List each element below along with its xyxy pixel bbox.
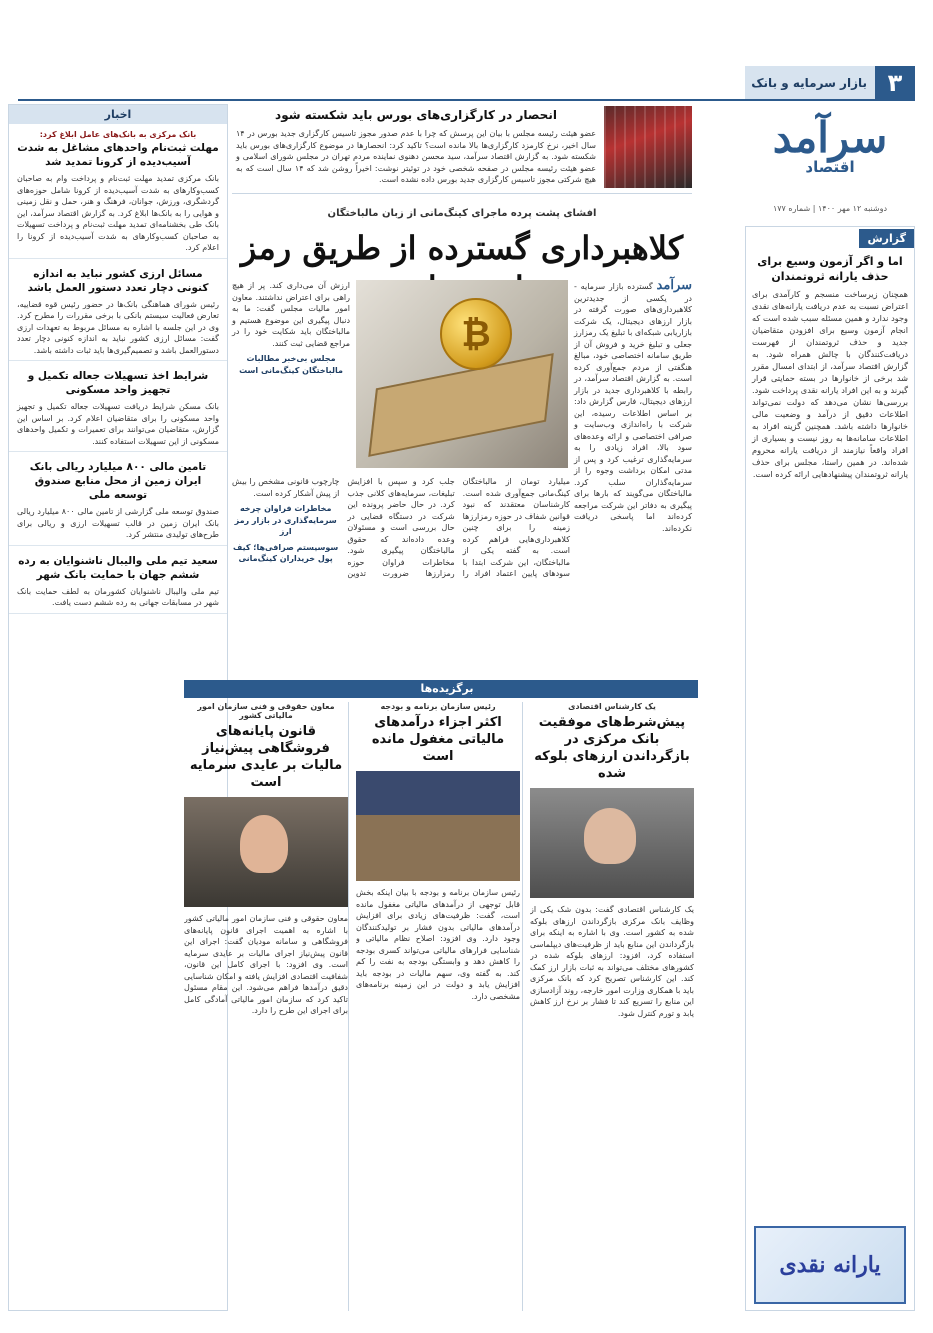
lead-article	[232, 280, 692, 650]
pull-quote: مخاطرات فراوان چرخه سرمایه‌گذاری در بازار رمز ارز	[234, 504, 337, 536]
pull-quote: مجلس بی‌خبر مطالبات مالباختگان کینگ‌مانی است	[239, 354, 343, 375]
news-item[interactable]	[9, 124, 227, 259]
highlight-title: پیش‌شرط‌های موفقیت بانک مرکزی در بازگرداندن ارزهای بلوکه شده	[534, 715, 690, 781]
lead-column-2	[232, 280, 350, 468]
news-title: سعید تیم ملی والیبال ناشنوایان به رده ششم جهان با حمایت بانک شهر	[18, 554, 218, 581]
news-title: مسائل ارزی کشور نباید به اندازه کنونی دچار تعدد دستور العمل باشد	[27, 267, 209, 294]
news-body: بانک مسکن شرایط دریافت تسهیلات جعاله تکمیل و تجهیز واحد مسکونی را برای متقاضیان اعلام کرد. بر اساس این گزارش، متقاضیان می‌توانند برای تعمیرات و تکمیل واحدهای مسکونی از این تسهیلات استفاده کنند.	[17, 402, 219, 446]
news-item[interactable]	[9, 452, 227, 546]
stock-market-photo	[604, 106, 692, 188]
column-divider	[348, 702, 349, 1311]
pull-quote: سوسیستم صرافی‌ها؛ کیف پول خریداران کینگ‌مانی	[233, 542, 339, 563]
brand-subtitle: اقتصاد	[805, 158, 855, 176]
highlight-title: قانون پایانه‌های فروشگاهی پیش‌نیاز مالیات بر عایدی سرمایه است	[189, 724, 343, 790]
lead-column-3	[232, 476, 570, 650]
highlight-kicker: رئیس سازمان برنامه و بودجه	[380, 702, 496, 711]
highlight-article[interactable]	[184, 702, 348, 1311]
report-column	[745, 226, 915, 1311]
news-title: مهلت ثبت‌نام واحدهای مشاغل به شدت آسیب‌دیده از کرونا تمدید شد	[17, 142, 219, 168]
news-body: رئیس شورای هماهنگی بانک‌ها در حضور رئیس قوه قضاییه، تعارض فعالیت سیستم بانکی با برخی مقررات را مطرح کرد. وی در این جلسه با اشاره به مسائل مربوط به تعهدات ارزی گفت: مسائل ارزی کشور نباید به اندازه کنونی دچار تعدد دستورالعمل باشد و تصمیم‌گیری‌ها باید ثبات داشته باشد.	[17, 299, 219, 355]
header-rule	[18, 99, 915, 101]
news-body: بانک مرکزی تمدید مهلت ثبت‌نام و پرداخت وام به صاحبان کسب‌وکارهای به شدت آسیب‌دیده از کرونا شامل حوزه‌های گردشگری، ورزش، جوانان، فرهنگ و هنر، حمل و نقل زمینی و هوایی را به بانک‌ها ابلاغ کرد. به گزارش اقتصاد سرآمد، این بانک طی بخشنامه‌ای تمدید مهلت ثبت‌نام و پرداخت تسهیلات به صاحبان کسب‌وکارهای به شدت آسیب‌دیده از کرونا را اعلام کرد.	[17, 174, 219, 252]
bitcoin-trap-photo	[356, 280, 568, 468]
brand-logo-icon: سرآمد	[656, 278, 693, 293]
lead-headline[interactable]: کلاهبرداری گسترده از طریق رمز	[240, 229, 684, 267]
page-number: ۳	[875, 66, 915, 100]
news-item[interactable]	[9, 546, 227, 614]
portrait-photo	[184, 797, 348, 907]
highlight-kicker: معاون حقوقی و فنی سازمان امور مالیاتی کشور	[197, 702, 335, 720]
highlight-body: رئیس سازمان برنامه و بودجه با بیان اینکه بخش قابل توجهی از درآمدهای مالیاتی مغفول مانده است، گفت: ظرفیت‌های زیادی برای افزایش درآمدهای مالیاتی بدون فشار بر تولیدکنندگان وجود دارد. وی افزود: اصلاح نظام مالیاتی و شناسایی فرارهای مالیاتی می‌تواند کسری بودجه را کاهش دهد و وابستگی بودجه به نفت را کم کند. به گفته وی، سهم مالیات در بودجه باید افزایش یابد و دولت در این زمینه برنامه‌های مشخصی دارد.	[356, 888, 520, 1001]
news-title: شرایط اخذ تسهیلات جعاله تکمیل و تجهیز واحد مسکونی	[27, 370, 209, 396]
subsidy-label: یارانه نقدی	[779, 1252, 881, 1278]
news-kicker: بانک مرکزی به بانک‌های عامل ابلاغ کرد:	[39, 130, 197, 139]
news-body: تیم ملی والیبال ناشنوایان کشورمان به لطف حمایت بانک شهر در مسابقات جهانی به رده ششم دست یافت.	[17, 586, 219, 607]
top-story-title: انحصار در کارگزاری‌های بورس باید شکسته شود	[275, 108, 557, 122]
section-name: بازار سرمایه و بانک	[745, 66, 875, 100]
top-story[interactable]	[232, 104, 692, 194]
report-body: همچنان زیرساخت منسجم و کارآمدی برای اعتراض نسبت به عدم دریافت یارانه‌های نقدی وجود ندارد و همین مسئله سبب شده است که انجام آزمون وسیع برای افزودن متقاضیان جدید و حذف ثروتمندان از فهرست دریافت‌کنندگان با چالش همراه شود. به گزارش اقتصاد سرآمد، از ابتدای امسال مقرر شد برخی از خانوارها در بسته حمایتی قرار گیرند و به این افراد یارانه نقدی پرداخت شود. بررسی‌ها نشان می‌دهد که دولت نمی‌تواند اطلاعات دقیق از درآمد و وضعیت مالی خانوارها داشته باشد. همچنین گزینه افراد به اطلاعات سامانه‌ها به روز نیست و بسیاری از افراد واقعاً نیازمند از دریافت یارانه محروم شده‌اند. در همین راستا، مجلس برای حذف یارانه ثروتمندان پیشنهادهایی ارائه کرده است.	[752, 289, 908, 479]
top-story-body: عضو هیئت رئیسه مجلس با بیان این پرسش که چرا با عدم صدور مجوز تاسیس کارگزاری جدید بورس در ۱۴ سال اخیر، نرخ کارمزد کارگزاری‌ها بالا مانده است؟ تاکید کرد: انحصارها در موضوع کارگزاری‌های بورس باید شکسته شود. به گزارش اقتصاد سرآمد، سید محسن دهنوی نماینده مردم تهران در مجلس شورای اسلامی و عضو هیئت رئیسه مجلس در صفحه شخصی خود در توئیتر نوشت: اخیراً روشن شد که ۱۴ سال است که به هیچ شرکتی مجوز تاسیس کارگزاری جدید بورس داده نشده است.	[236, 129, 596, 184]
lead-column-1	[574, 280, 692, 650]
news-tab: اخبار	[9, 105, 227, 124]
highlight-kicker: یک کارشناس اقتصادی	[568, 702, 656, 711]
report-title: اما و اگر آزمون وسیع برای حذف یارانه ثروتمندان	[757, 255, 903, 283]
highlight-body: یک کارشناس اقتصادی گفت: بدون شک یکی از وظایف بانک مرکزی بازگرداندن ارزهای بلوکه شده به کشور است. وی با اشاره به اینکه برای بازگرداندن این منابع باید از ظرفیت‌های دیپلماسی استفاده کرد، افزود: ارزهای بلوکه شده در کشورهای مختلف می‌تواند به ثبات بازار ارز کمک کند. این کارشناس تصریح کرد که بانک مرکزی باید با همکاری وزارت امور خارجه، روند آزادسازی این منابع را تسریع کند تا فشار بر نرخ ارز کاهش یابد و تورم کنترل شود.	[530, 905, 694, 1018]
lead-text-1: گسترده بازار سرمایه - در یکسی از جدیدترین کلاهبرداری‌های صورت گرفته در بازار ارزهای دیجیتال، یک شرکت بازاریابی شبکه‌ای با تبلیغ یک رمزارز جعلی و تبلیغ خرید و فروش آن از طریق سامانه اختصاصی خود، مبالغ هنگفتی از مردم جمع‌آوری کرده است. به گزارش اقتصاد سرآمد، در رابطه با کلاهبرداری جدید در بازار ارزهای دیجیتال، فارس گزارش داد: بر اساس اطلاعات رسیده، این شرکت با راه‌اندازی وب‌سایت و صرافی اختصاصی و ارائه وعده‌های سود بالا، افراد زیادی را به سرمایه‌گذاری ترغیب کرد و پس از مدتی امکان برداشت وجوه را از سرمایه‌گذاران سلب کرد. مالباختگان می‌گویند که بارها برای پیگیری به دفاتر این شرکت مراجعه کرده‌اند اما پاسخی دریافت نکرده‌اند.	[574, 282, 692, 533]
issue-info: دوشنبه ۱۲ مهر ۱۴۰۰ | شماره ۱۷۷	[772, 204, 888, 213]
column-divider	[522, 702, 523, 1311]
news-title: تامین مالی ۸۰۰ میلیارد ریالی بانک ایران زمین از محل منابع صندوق توسعه ملی	[29, 461, 207, 501]
portrait-photo	[530, 788, 694, 898]
page-header	[745, 66, 915, 100]
highlight-body: معاون حقوقی و فنی سازمان امور مالیاتی کشور با اشاره به اهمیت اجرای قانون پایانه‌های فروشگاهی و سامانه مودیان گفت: اجرای این قانون پیش‌نیاز اجرای مالیات بر عایدی سرمایه است. وی افزود: با اجرای کامل این قانون، شفافیت اقتصادی افزایش یافته و امکان شناسایی دقیق درآمدها فراهم می‌شود. این مقام مسئول تاکید کرد که سازمان امور مالیاتی آمادگی کامل برای اجرای این طرح را دارد.	[184, 914, 348, 1015]
highlight-article[interactable]	[530, 702, 694, 1311]
meeting-photo	[356, 771, 520, 881]
highlight-title: اکثر اجزاء درآمدهای مالیاتی مغفول مانده است	[371, 715, 505, 764]
brand-name: سرآمد	[772, 113, 888, 162]
news-body: صندوق توسعه ملی گزارشی از تامین مالی ۸۰۰ میلیارد ریالی بانک ایران زمین در قالب تسهیلات ارزی و ریالی برای طرح‌های تولیدی منتشر کرد.	[17, 507, 220, 539]
lead-text-2: ارزش آن می‌داری کند. پر از هیچ راهی برای اعتراض نداشتند. معاون امور مالیات مجلس گفت: ما به دنبال پیگیری این موضوع هستیم و مالباختگان باید شکایت خود را در مراجع قضایی ثبت کنند.	[232, 281, 350, 348]
bitcoin-icon: ₿	[440, 298, 512, 370]
highlight-article[interactable]	[356, 702, 520, 1311]
lead-text-3: میلیارد تومان از مالباختگان کینگ‌مانی جمع‌آوری شده است. کارشناسان معتقدند که نبود قوانین شفاف در حوزه رمزارزها زمینه را برای چنین کلاهبرداری‌هایی فراهم کرده است. به گفته یکی از مالباختگان، این شرکت ابتدا با سودهای پایین اعتماد افراد را جلب کرد و سپس با افزایش تبلیغات، سرمایه‌های کلانی جذب کرد. در حال حاضر پرونده این شرکت در دستگاه قضایی در حال بررسی است و مسئولان وعده داده‌اند که حقوق مالباختگان پیگیری شود. مخاطرات فراوان حوزه رمزارزها ضرورت تدوین چارچوب قانونی مشخص را بیش از پیش آشکار کرده است.	[232, 477, 570, 578]
report-tab: گزارش	[859, 229, 914, 248]
mousetrap-icon	[368, 353, 553, 457]
lead-kicker: افشای پشت پرده ماجرای کینگ‌مانی از زبان مالباختگان	[327, 208, 597, 219]
subsidy-banner	[754, 1226, 906, 1304]
highlights-label: برگزیده‌ها	[392, 680, 502, 698]
news-item[interactable]	[9, 259, 227, 362]
news-item[interactable]	[9, 361, 227, 452]
